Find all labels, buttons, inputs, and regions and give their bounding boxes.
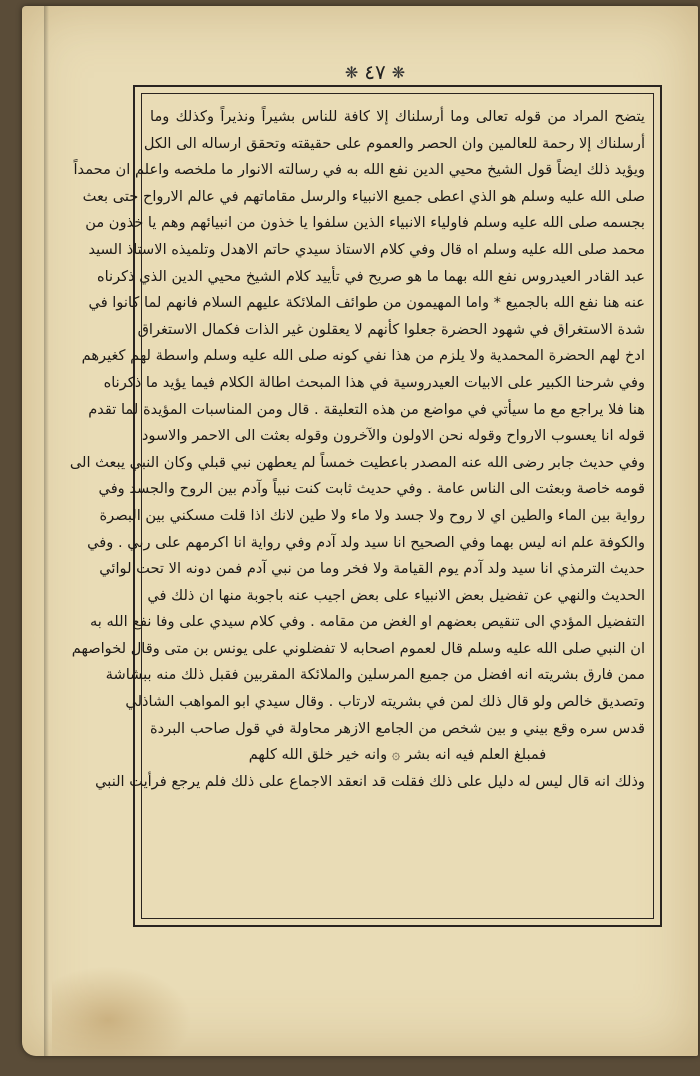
text-line: وذلك انه قال ليس له دليل على ذلك فقلت قد انعقد الاجماع على ذلك فلم يرجع فرأيت النبي: [95, 772, 645, 790]
text-line: ممن فارق بشريته انه افضل من جميع المرسلين والملائكة المقربين فقبل ذلك منه ببشاشة: [105, 666, 645, 684]
text-line: شدة الاستغراق في شهود الحضرة جعلوا كأنهم لا يعقلون غير الذات فكمال الاستغراق: [137, 320, 645, 338]
text-line: الحديث والنهي عن تفضيل بعض الانبياء على بعض اجيب عنه باجوبة منها ان ذلك في: [147, 586, 645, 604]
text-block: [69, 104, 645, 912]
corner-stain: [52, 966, 192, 1056]
text-line: وتصديق خالص ولو قال ذلك لمن في بشريته لارتاب . وقال سيدي ابو المواهب الشاذلي: [125, 693, 645, 711]
text-line: قومه خاصة وبعثت الى الناس عامة . وفي حديث ثابت كنت نبياً وآدم بين الروح والجسد وفي: [98, 480, 645, 498]
text-line: رواية بين الماء والطين اي لا روح ولا جسد ولا ماء ولا طين لانك اذا قلت مسكني بين البصرة: [99, 506, 645, 524]
text-line: يتضح المراد من قوله تعالى وما أرسلناك إلا كافة للناس بشيراً ونذيراً وكذلك وما: [150, 108, 645, 125]
text-line: وفي حديث جابر رضى الله عنه المصدر باعطيت خمساً لم يعطهن نبي قبلي وكان النبي يبعث الى: [69, 453, 645, 471]
page-header: [330, 58, 420, 86]
text-line: أرسلناك إلا رحمة للعالمين وان الحصر والعموم على حقيقته وتحقق ارساله الى الكل: [143, 134, 645, 152]
text-line: قوله انا يعسوب الارواح وقوله نحن الاولون والآخرون وقوله بعثت الى الاحمر والاسود: [141, 427, 645, 445]
text-line: هنا فلا يراجع مع ما سيأتي في مواضع من هذه التعليقة . قال ومن المناسبات المؤيدة لما تقدم: [88, 400, 645, 418]
poem-verse: فمبلغ العلم فيه انه بشر ۞ وانه خير خلق الله كلهم: [248, 746, 547, 764]
text-line: صلى الله عليه وسلم هو الذي اعطى جميع الانبياء والرسل مقاماتهم في عالم الارواح حتى بعث: [82, 187, 645, 205]
text-line: التفضيل المؤدي الى تنقيص بعضهم او الغض من مقامه . وفي كلام سيدي على وفا نفع الله به: [89, 613, 645, 631]
text-frame-outer: [69, 85, 662, 927]
text-frame-inner: [69, 93, 654, 919]
right-flourish-icon: ❋: [391, 62, 406, 82]
left-flourish-icon: ❋: [344, 62, 359, 82]
text-line: عبد القادر العيدروس نفع الله بهما ما هو صريح في تأييد كلام الشيخ محيي الدين الذي ذكرناه: [96, 267, 645, 285]
page-number: ٤٧: [364, 60, 386, 84]
text-line: ويؤيد ذلك ايضاً قول الشيخ محيي الدين نفع الله به في رسالته الانوار ما ملخصه واعلم ان محمداً: [73, 161, 645, 179]
text-line: ادخ لهم الحضرة المحمدية ولا يلزم من هذا نفي كونه صلى الله عليه وسلم واسطة لهم كغيرهم: [81, 347, 645, 365]
text-line: ان النبي صلى الله عليه وسلم قال لعموم اصحابه لا تفضلوني على يونس بن متى وقال لخواصهم: [71, 639, 645, 657]
page-fold-shadow: [44, 6, 49, 1056]
text-line: والكوفة علم انه ليس بهما وفي الصحيح انا سيد ولد آدم وفي رواية انا اكرمهم على ربي . وفي: [87, 533, 645, 551]
text-line: بجسمه صلى الله عليه وسلم فاولياء الانبياء الذين سلفوا يا خذون من انبيائهم وهم يا خذون من: [85, 214, 645, 232]
text-line: عنه هنا نفع الله بالجميع * واما المهيمون من طوائف الملائكة عليهم السلام فانهم لما كانوا في: [88, 294, 645, 312]
text-line: حديث الترمذي انا سيد ولد آدم يوم القيامة ولا فخر وما من نبي آدم فمن دونه الا تحت لوائي: [99, 560, 645, 578]
text-line: قدس سره وقع بيني و بين شخص من الجامع الازهر محاولة في قول صاحب البردة: [150, 719, 645, 737]
text-line: محمد صلى الله عليه وسلم اه قال وفي كلام الاستاذ سيدي حاتم الاهدل وتلميذه الاستاذ السيد: [88, 240, 645, 258]
text-line: وفي شرحنا الكبير على الابيات العيدروسية في هذا المبحث اطالة الكلام فيما يؤيد ما ذكرناه: [103, 373, 645, 391]
